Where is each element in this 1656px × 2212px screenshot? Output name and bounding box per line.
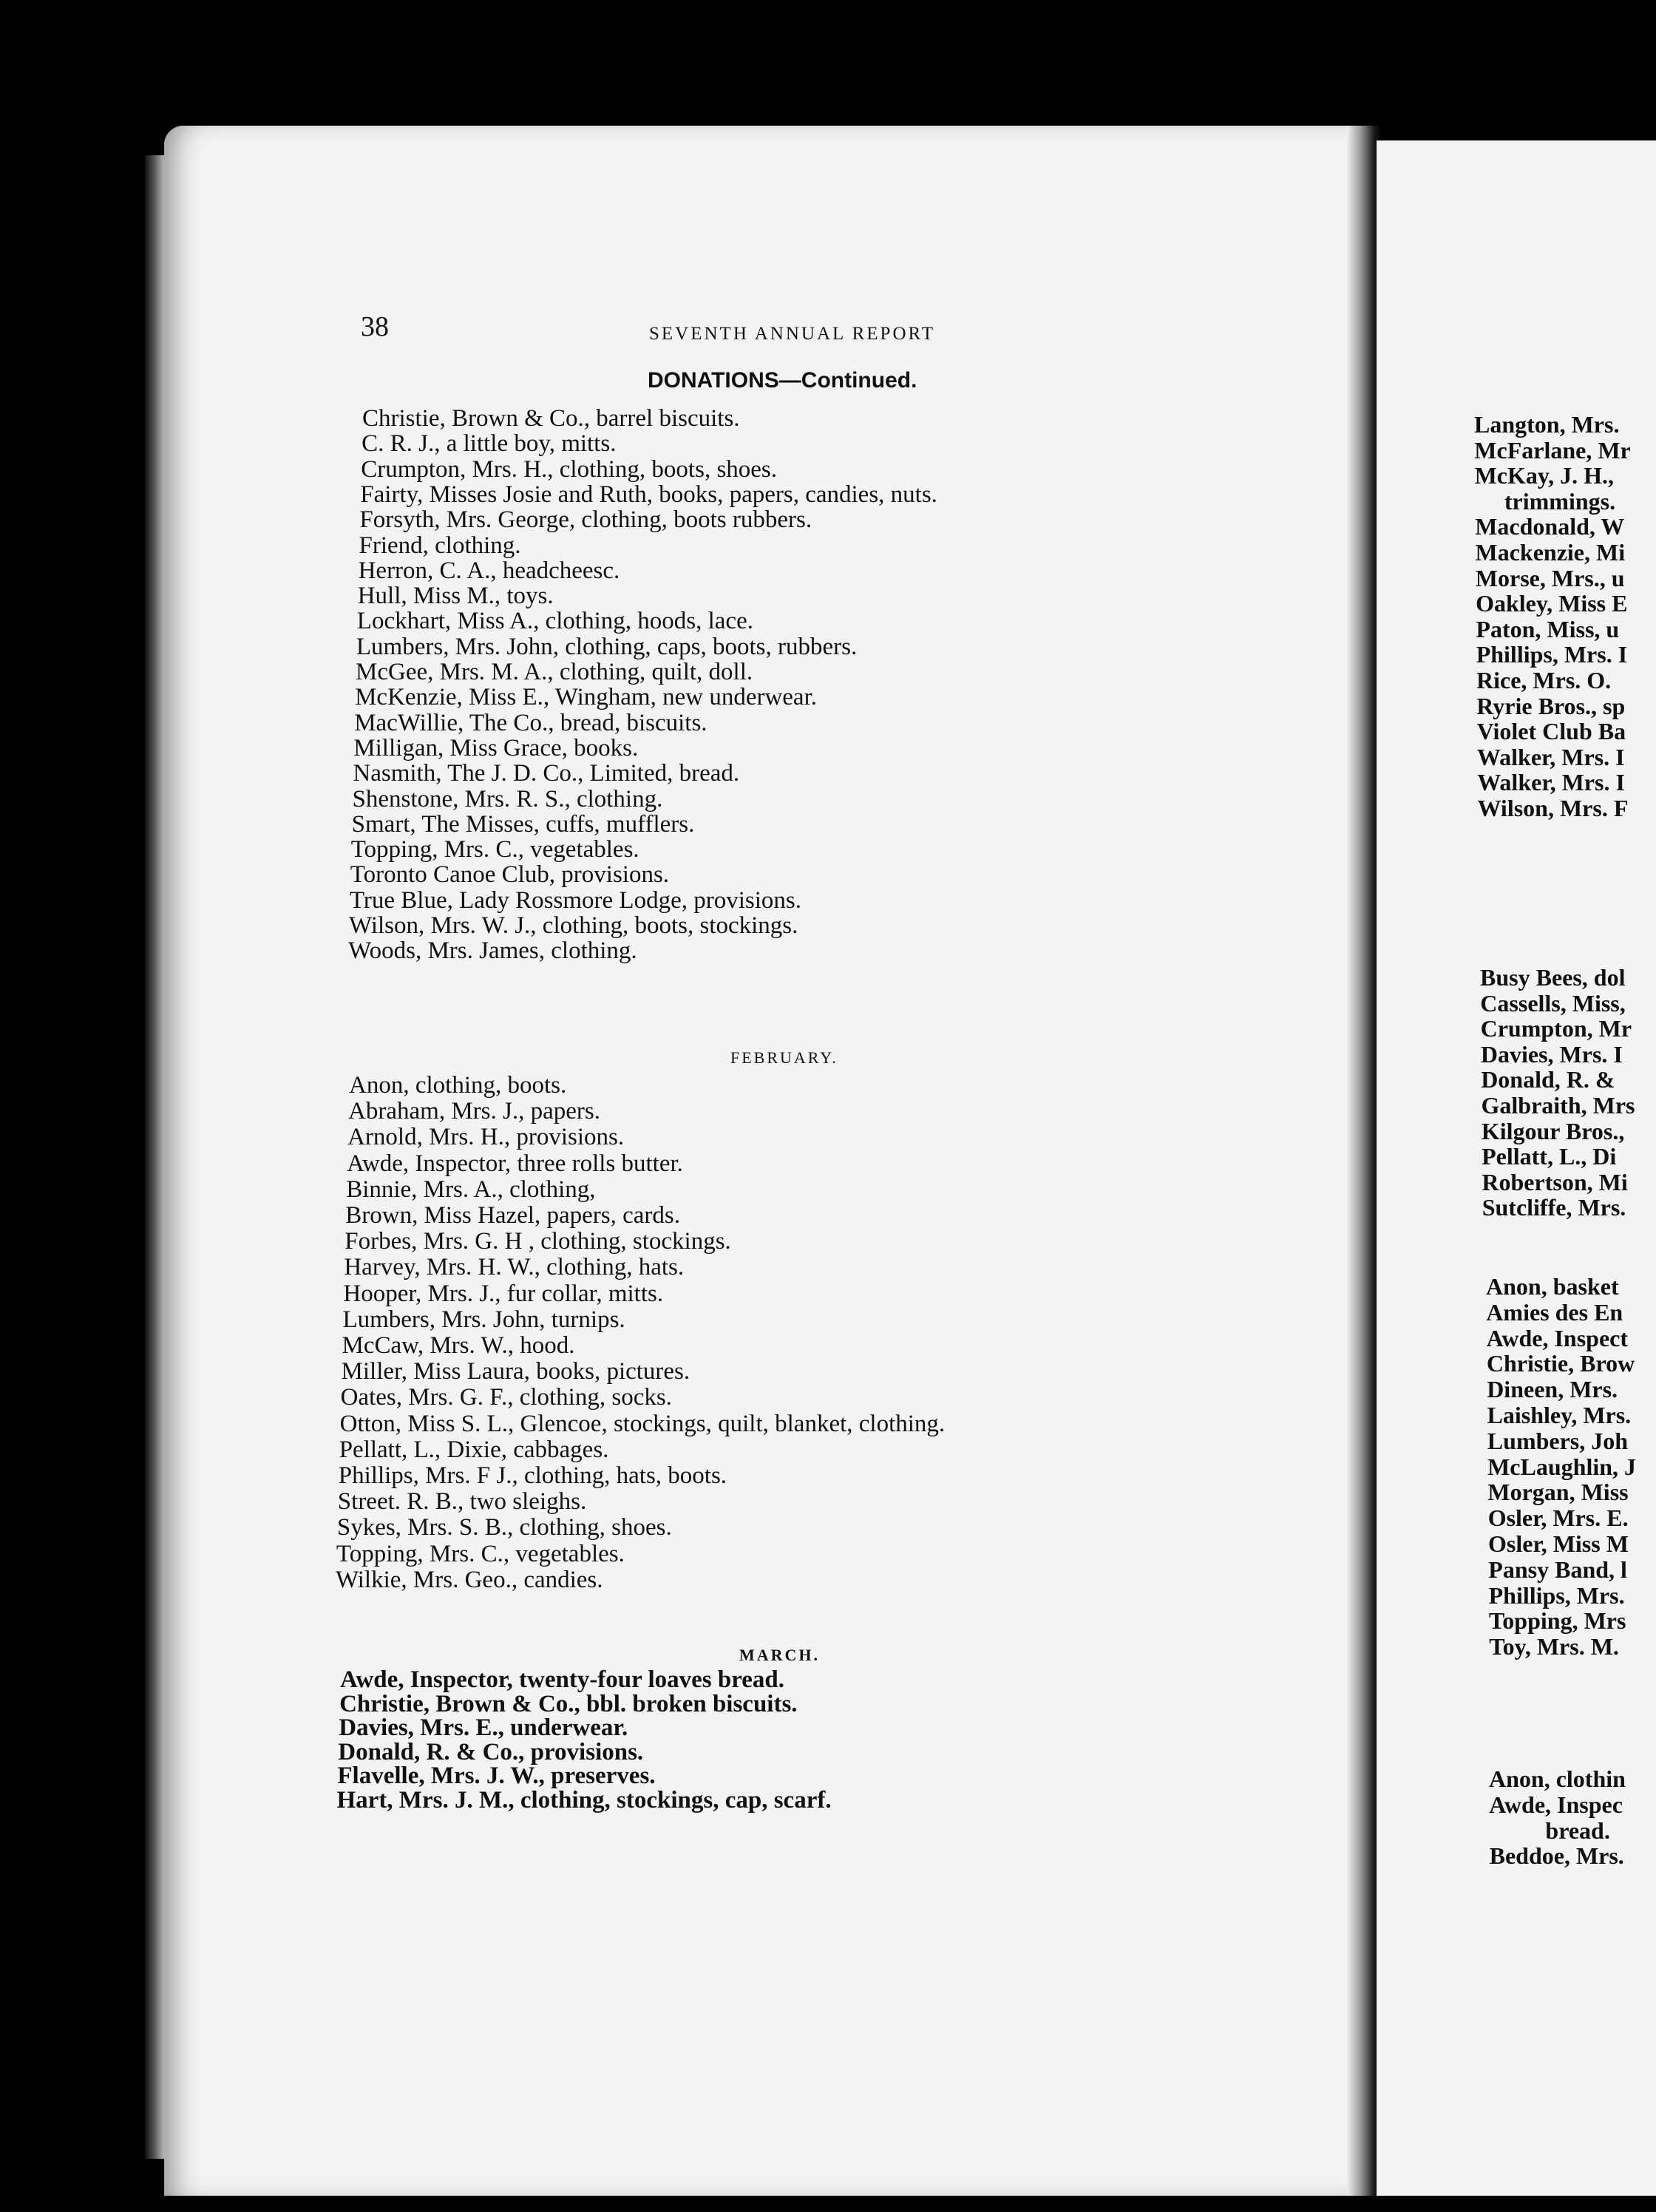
list-item: McFarlane, Mr [1474, 436, 1631, 464]
list-item: Busy Bees, dol [1480, 964, 1626, 991]
list-item: Forbes, Mrs. G. H , clothing, stockings. [345, 1228, 731, 1255]
running-head: SEVENTH ANNUAL REPORT [649, 324, 935, 344]
list-item: Paton, Miss, u [1476, 615, 1620, 642]
list-item: Beddoe, Mrs. [1489, 1842, 1624, 1870]
list-item: Awde, Inspector, three rolls butter. [347, 1150, 683, 1177]
list-item: Nasmith, The J. D. Co., Limited, bread. [353, 760, 740, 787]
list-item: Milligan, Miss Grace, books. [353, 734, 639, 761]
list-item: Crumpton, Mrs. H., clothing, boots, shoes. [361, 455, 778, 483]
list-item: Christie, Brown & Co., barrel biscuits. [362, 405, 740, 432]
list-item: Friend, clothing. [359, 532, 521, 559]
list-item: Lumbers, Mrs. John, clothing, caps, boots, rubbers. [356, 633, 858, 660]
list-item: Arnold, Mrs. H., provisions. [347, 1124, 625, 1151]
list-item: Awde, Inspect [1486, 1324, 1628, 1351]
list-item: Woods, Mrs. James, clothing. [348, 937, 637, 965]
list-item: Mackenzie, Mi [1475, 539, 1626, 566]
list-item: Herron, C. A., headcheesc. [358, 557, 620, 584]
list-item: Kilgour Bros., [1481, 1117, 1625, 1144]
list-item: bread. [1545, 1816, 1610, 1844]
list-item: Cassells, Miss, [1480, 989, 1626, 1017]
list-item: Morgan, Miss [1487, 1479, 1629, 1506]
list-item: MacWillie, The Co., bread, biscuits. [354, 709, 707, 736]
list-item: Wilkie, Mrs. Geo., candies. [335, 1566, 603, 1593]
list-item: Awde, Inspector, twenty-four loaves bread. [340, 1666, 785, 1693]
list-item: Otton, Miss S. L., Glencoe, stockings, quilt, blanket, clothing. [339, 1410, 946, 1437]
list-item: Flavelle, Mrs. J. W., preserves. [337, 1763, 656, 1789]
list-item: Osler, Mrs. E. [1487, 1504, 1629, 1532]
list-item: Topping, Mrs. C., vegetables. [336, 1540, 625, 1567]
list-item: Binnie, Mrs. A., clothing, [346, 1175, 596, 1203]
list-item: Oakley, Miss E [1476, 590, 1628, 617]
list-item: Phillips, Mrs. F J., clothing, hats, boots. [338, 1462, 727, 1489]
list-item: Pansy Band, l [1488, 1555, 1627, 1583]
list-item: Topping, Mrs. C., vegetables. [350, 836, 639, 864]
list-item: Abraham, Mrs. J., papers. [348, 1098, 600, 1125]
list-item: Sykes, Mrs. S. B., clothing, shoes. [336, 1514, 672, 1541]
february-heading: FEBRUARY. [730, 1048, 838, 1067]
list-item: Langton, Mrs. [1474, 411, 1620, 438]
list-item: McGee, Mrs. M. A., clothing, quilt, doll. [356, 659, 753, 685]
list-item: Walker, Mrs. I [1477, 769, 1625, 796]
list-item: True Blue, Lady Rossmore Lodge, provisions. [349, 886, 801, 914]
list-item: Miller, Miss Laura, books, pictures. [341, 1358, 690, 1385]
list-item: Toronto Canoe Club, provisions. [350, 861, 670, 889]
list-item: Christie, Brown & Co., bbl. broken biscuits. [339, 1690, 798, 1717]
list-item: Dineen, Mrs. [1487, 1376, 1618, 1403]
list-item: C. R. J., a little boy, mitts. [362, 430, 617, 458]
list-item: Topping, Mrs [1488, 1607, 1626, 1635]
list-item: Osler, Miss M [1488, 1530, 1629, 1557]
list-item: Donald, R. & [1481, 1066, 1615, 1093]
list-item: Hart, Mrs. J. M., clothing, stockings, cap, scarf. [336, 1786, 832, 1814]
list-item: Rice, Mrs. O. [1476, 667, 1612, 693]
march-heading: MARCH. [739, 1646, 821, 1664]
list-item: Anon, clothin [1489, 1765, 1626, 1792]
list-item: Hull, Miss M., toys. [357, 583, 554, 610]
list-item: Wilson, Mrs. F [1477, 795, 1629, 821]
section-heading: DONATIONS—Continued. [648, 368, 917, 393]
list-item: Christie, Brow [1486, 1350, 1635, 1377]
list-item: Phillips, Mrs. [1488, 1581, 1625, 1609]
list-item: Davies, Mrs. E., underwear. [339, 1714, 628, 1741]
list-item: McKay, J. H., [1474, 462, 1615, 489]
list-item: Robertson, Mi [1482, 1168, 1628, 1195]
list-item: McLaughlin, J [1487, 1453, 1637, 1480]
left-page [164, 126, 1363, 2196]
list-item: trimmings. [1504, 487, 1616, 515]
list-item: Laishley, Mrs. [1487, 1402, 1632, 1428]
list-item: Smart, The Misses, cuffs, mufflers. [351, 810, 695, 838]
list-item: Brown, Miss Hazel, papers, cards. [345, 1202, 680, 1229]
list-item: Shenstone, Mrs. R. S., clothing. [352, 785, 663, 812]
list-item: Donald, R. & Co., provisions. [338, 1738, 644, 1765]
list-item: Wilson, Mrs. W. J., clothing, boots, stockings. [349, 912, 798, 939]
list-item: Lumbers, Mrs. John, turnips. [342, 1306, 625, 1333]
list-item: Harvey, Mrs. H. W., clothing, hats. [344, 1254, 685, 1281]
list-item: Awde, Inspec [1489, 1791, 1623, 1818]
list-item: Crumpton, Mr [1480, 1015, 1632, 1042]
list-item: Violet Club Ba [1476, 718, 1626, 745]
list-item: Street. R. B., two sleighs. [337, 1488, 587, 1516]
list-item: Lumbers, Joh [1487, 1427, 1629, 1454]
list-item: Morse, Mrs., u [1475, 564, 1625, 591]
page-number: 38 [361, 311, 389, 342]
list-item: Phillips, Mrs. I [1476, 641, 1628, 668]
list-item: Ryrie Bros., sp [1476, 692, 1626, 719]
list-item: Walker, Mrs. I [1476, 743, 1625, 770]
list-item: Oates, Mrs. G. F., clothing, socks. [340, 1384, 672, 1411]
list-item: Davies, Mrs. I [1480, 1040, 1623, 1068]
list-item: Toy, Mrs. M. [1489, 1633, 1619, 1660]
list-item: Fairty, Misses Josie and Ruth, books, papers, candies, nuts. [360, 481, 937, 508]
list-item: Forsyth, Mrs. George, clothing, boots rubbers. [359, 506, 812, 534]
list-item: Lockhart, Miss A., clothing, hoods, lace. [356, 608, 753, 635]
list-item: Anon, basket [1486, 1273, 1619, 1300]
list-item: Galbraith, Mrs [1481, 1092, 1635, 1119]
list-item: Sutcliffe, Mrs. [1482, 1194, 1626, 1221]
list-item: Amies des En [1486, 1298, 1623, 1326]
list-item: McKenzie, Miss E., Wingham, new underwear. [355, 684, 817, 711]
list-item: Anon, clothing, boots. [349, 1072, 567, 1099]
list-item: Macdonald, W [1475, 513, 1625, 540]
list-item: Pellatt, L., Dixie, cabbages. [339, 1436, 609, 1463]
list-item: Hooper, Mrs. J., fur collar, mitts. [343, 1280, 664, 1307]
list-item: Pellatt, L., Di [1482, 1143, 1617, 1170]
list-item: McCaw, Mrs. W., hood. [342, 1332, 575, 1359]
